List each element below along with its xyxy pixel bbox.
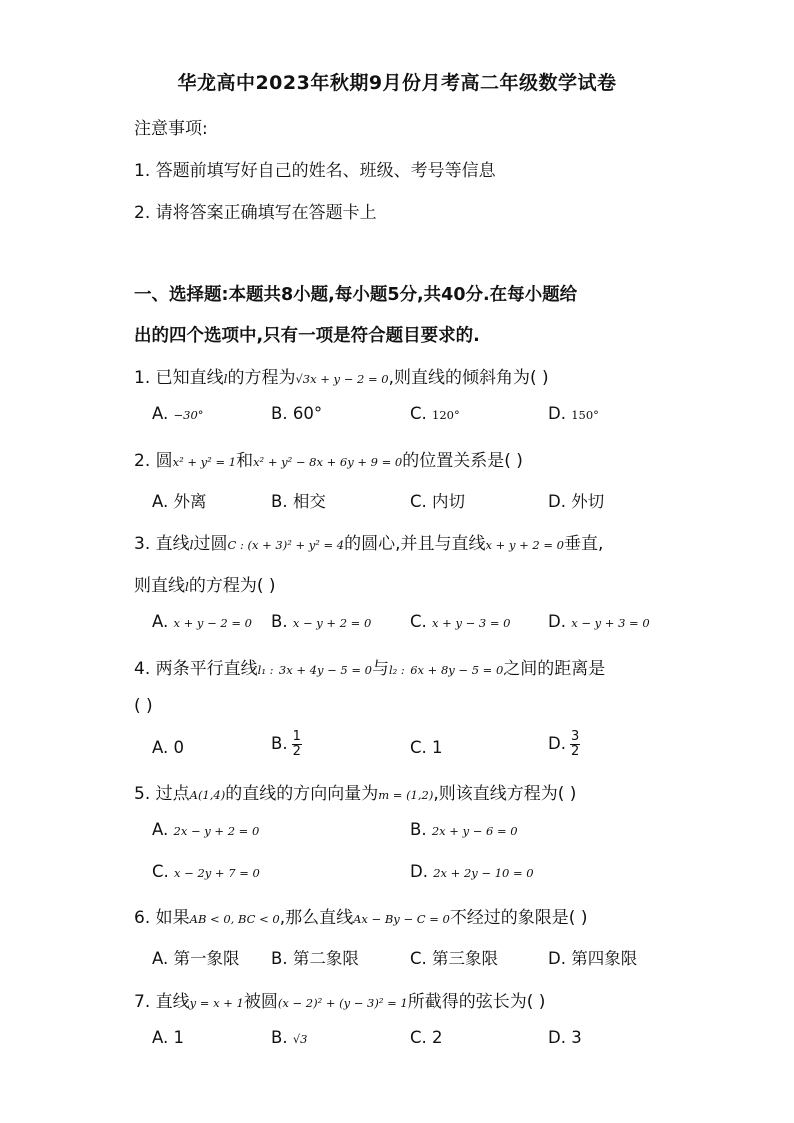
option-d[interactable]: D. 外切 bbox=[548, 492, 605, 511]
equation: x + y + 2 = 0 bbox=[485, 538, 564, 552]
fraction: $\frac{3}{2}$ bbox=[570, 729, 580, 759]
question-4-line2: ( ) bbox=[134, 696, 153, 716]
question-7: 7. 直线y = x + 1被圆(x − 2)² + (y − 3)² = 1所截得的弦长为( ) bbox=[134, 992, 546, 1012]
question-number: 1. bbox=[134, 368, 151, 388]
equation: (x − 2)² + (y − 3)² = 1 bbox=[277, 996, 408, 1010]
option-c[interactable]: C. 第三象限 bbox=[410, 949, 499, 968]
equation: m = (1,2) bbox=[378, 788, 434, 802]
option-a[interactable]: A. −30° bbox=[152, 404, 204, 423]
option-d[interactable]: D. $\frac{3}{2}$ bbox=[548, 729, 580, 759]
option-c[interactable]: C. 1 bbox=[410, 738, 443, 757]
question-number: 7. bbox=[134, 992, 151, 1012]
option-a[interactable]: A. 2x − y + 2 = 0 bbox=[152, 820, 260, 839]
option-d[interactable]: D. 2x + 2y − 10 = 0 bbox=[410, 862, 534, 881]
option-c[interactable]: C. 内切 bbox=[410, 492, 466, 511]
option-b[interactable]: B. 相交 bbox=[271, 492, 326, 511]
option-c[interactable]: C. x − 2y + 7 = 0 bbox=[152, 862, 260, 881]
question-2: 2. 圆x² + y² = 1和x² + y² − 8x + 6y + 9 = 0的位置关系是( ) bbox=[134, 451, 523, 471]
fraction: $\frac{1}{2}$ bbox=[292, 729, 301, 759]
option-a[interactable]: A. 0 bbox=[152, 738, 184, 757]
option-b[interactable]: B. x − y + 2 = 0 bbox=[271, 612, 372, 631]
option-a[interactable]: A. 第一象限 bbox=[152, 949, 240, 968]
question-number: 2. bbox=[134, 451, 151, 471]
question-number: 5. bbox=[134, 784, 151, 804]
question-3: 3. 直线l过圆C : (x + 3)² + y² = 4的圆心,并且与直线x + y + 2 = 0垂直, bbox=[134, 534, 604, 554]
option-b[interactable]: B. √3 bbox=[271, 1028, 308, 1047]
option-b[interactable]: B. 第二象限 bbox=[271, 949, 359, 968]
question-1: 1. 已知直线l的方程为√3x + y − 2 = 0,则直线的倾斜角为( ) bbox=[134, 368, 549, 388]
option-d[interactable]: D. 150° bbox=[548, 404, 599, 423]
question-4: 4. 两条平行直线l₁ : 3x + 4y − 5 = 0与l₂ : 6x + 8y − 5 = 0之间的距离是 bbox=[134, 659, 606, 679]
equation: x² + y² = 1 bbox=[172, 455, 237, 469]
question-3-line2: 则直线l的方程为( ) bbox=[134, 576, 276, 596]
equation: Ax − By − C = 0 bbox=[353, 912, 450, 926]
equation: √3x + y − 2 = 0 bbox=[295, 372, 389, 386]
equation: C : (x + 3)² + y² = 4 bbox=[227, 538, 345, 552]
notice-item: 1. 答题前填写好自己的姓名、班级、考号等信息 bbox=[134, 161, 496, 181]
equation: y = x + 1 bbox=[189, 996, 244, 1010]
page-title: 华龙高中2023年秋期9月份月考高二年级数学试卷 bbox=[177, 72, 617, 94]
equation: 3x + 4y − 5 = 0 bbox=[278, 663, 372, 677]
section-heading-line1: 一、选择题:本题共8小题,每小题5分,共40分.在每小题给 bbox=[134, 285, 578, 305]
option-c[interactable]: C. 120° bbox=[410, 404, 460, 423]
equation: 6x + 8y − 5 = 0 bbox=[410, 663, 504, 677]
option-b[interactable]: B. 60° bbox=[271, 404, 323, 423]
notice-item: 2. 请将答案正确填写在答题卡上 bbox=[134, 203, 377, 223]
question-number: 4. bbox=[134, 659, 151, 679]
equation: x² + y² − 8x + 6y + 9 = 0 bbox=[253, 455, 403, 469]
option-d[interactable]: D. 第四象限 bbox=[548, 949, 638, 968]
option-c[interactable]: C. x + y − 3 = 0 bbox=[410, 612, 511, 631]
question-5: 5. 过点A(1,4)的直线的方向向量为m = (1,2),则该直线方程为( ) bbox=[134, 784, 577, 804]
section-heading-line2: 出的四个选项中,只有一项是符合题目要求的. bbox=[134, 326, 480, 346]
question-number: 3. bbox=[134, 534, 151, 554]
option-a[interactable]: A. x + y − 2 = 0 bbox=[152, 612, 252, 631]
option-b[interactable]: B. $\frac{1}{2}$ bbox=[271, 729, 301, 759]
option-c[interactable]: C. 2 bbox=[410, 1028, 443, 1047]
option-b[interactable]: B. 2x + y − 6 = 0 bbox=[410, 820, 518, 839]
question-6: 6. 如果AB < 0, BC < 0,那么直线Ax − By − C = 0不经过的象限是( ) bbox=[134, 908, 588, 928]
option-d[interactable]: D. 3 bbox=[548, 1028, 582, 1047]
question-number: 6. bbox=[134, 908, 151, 928]
option-a[interactable]: A. 1 bbox=[152, 1028, 184, 1047]
option-a[interactable]: A. 外离 bbox=[152, 492, 207, 511]
option-d[interactable]: D. x − y + 3 = 0 bbox=[548, 612, 650, 631]
notice-heading: 注意事项: bbox=[134, 119, 208, 139]
